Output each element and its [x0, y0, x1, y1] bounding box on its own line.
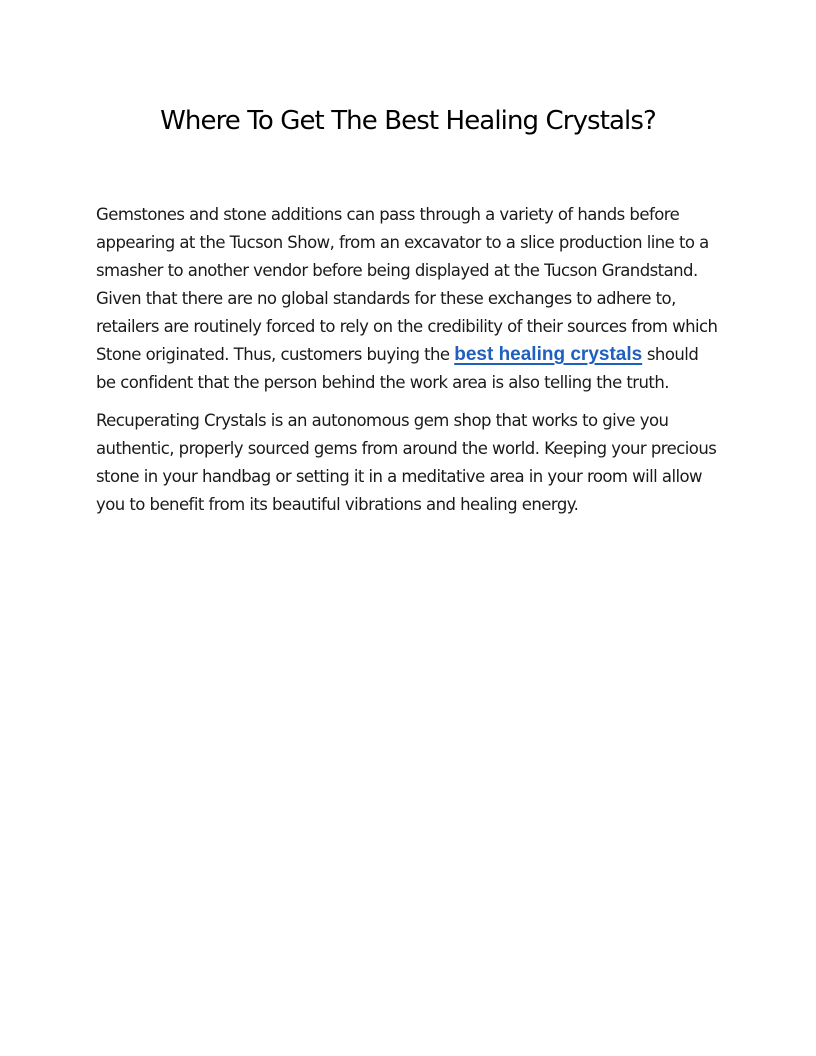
best-healing-crystals-link[interactable]: best healing crystals	[454, 344, 643, 365]
paragraph-intro	[96, 201, 722, 397]
paragraph-intro-text-after-link: should be confident that the person behind the work area is also telling the truth.	[96, 345, 699, 392]
page-title: Where To Get The Best Healing Crystals?	[160, 106, 656, 136]
paragraph-intro-text-before-link: Gemstones and stone additions can pass through a variety of hands before appearing at the Tucson Show, from an excavator to a slice production line to a smasher to another vendor before being displayed at the Tucson Grandstand. Given that there are no global standards for these exchanges to adhere to, retailers are routinely forced to rely on the credibility of their sources from which Stone originated. Thus, customers buying the	[96, 205, 718, 364]
document-body	[96, 201, 722, 529]
paragraph-shop: Recuperating Crystals is an autonomous gem shop that works to give you authentic, properly sourced gems from around the world. Keeping your precious stone in your handbag or setting it in a meditative area in your room will allow you to benefit from its beautiful vibrations and healing energy.	[96, 411, 717, 514]
